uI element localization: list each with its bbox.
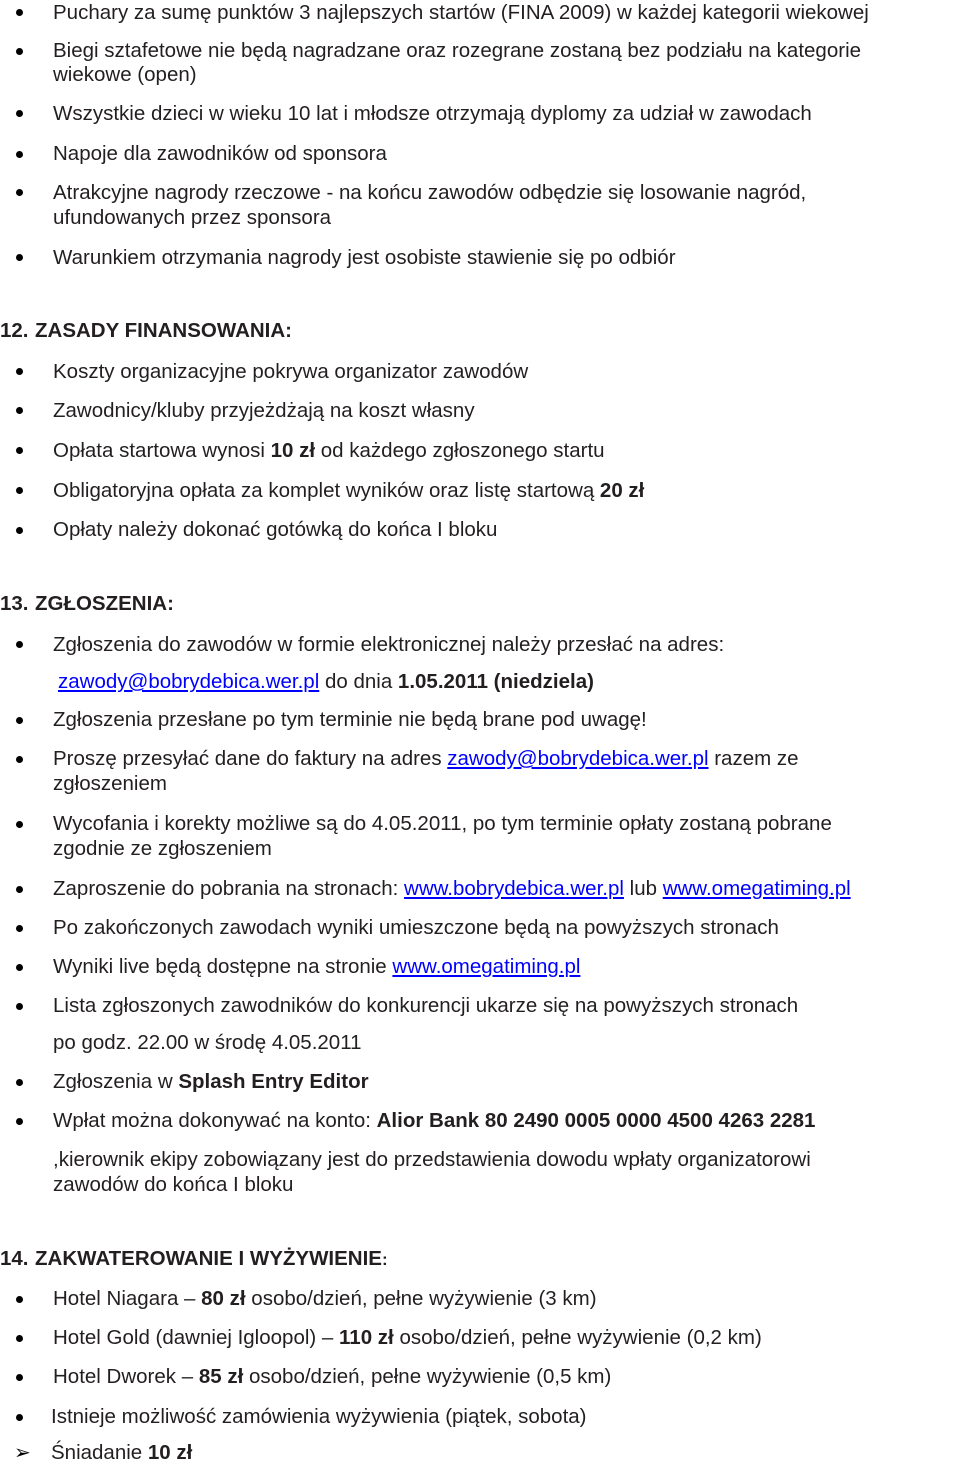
arrow-bullet-icon: ➢ xyxy=(14,1442,31,1464)
section-number: 14. xyxy=(0,1247,29,1270)
bullet xyxy=(16,641,23,648)
list-item xyxy=(53,438,605,464)
list-item: Wszystkie dzieci w wieku 10 lat i młodsze otrzymają dyplomy za udział w zawodach xyxy=(53,102,812,125)
text: Obligatoryjna opłata za komplet wyników oraz listę startową xyxy=(53,479,600,502)
bullet xyxy=(16,1414,23,1421)
list-item: Puchary za sumę punktów 3 najlepszych startów (FINA 2009) w każdej kategorii wiekowej xyxy=(53,1,869,24)
price: 80 zł xyxy=(201,1287,246,1310)
site-link-omegatiming[interactable]: www.omegatiming.pl xyxy=(662,877,851,900)
list-item: Istnieje możliwość zamówienia wyżywienia (piątek, sobota) xyxy=(51,1405,587,1428)
list-item-continuation xyxy=(58,669,594,695)
list-item: Warunkiem otrzymania nagrody jest osobiste stawienie się po odbiór xyxy=(53,246,676,269)
section-title: ZAKWATEROWANIE I WYŻYWIENIE xyxy=(35,1247,382,1270)
list-item xyxy=(51,1440,192,1466)
price: 10 zł xyxy=(147,1441,193,1464)
list-item xyxy=(53,1069,369,1095)
bullet xyxy=(16,886,23,893)
text: Zaproszenie do pobrania na stronach: xyxy=(53,877,405,900)
bullet xyxy=(16,254,23,261)
bank-account: Alior Bank 80 2490 0005 0000 4500 4263 2281 xyxy=(376,1109,816,1132)
list-item xyxy=(53,746,799,772)
list-item: Zgłoszenia przesłane po tym terminie nie będą brane pod uwagę! xyxy=(53,708,647,731)
software-name: Splash Entry Editor xyxy=(178,1070,369,1093)
text: Hotel Gold (dawniej Igloopol) – xyxy=(53,1326,340,1349)
bullet xyxy=(16,151,23,158)
text: osobo/dzień, pełne wyżywienie (0,5 km) xyxy=(243,1365,612,1388)
list-item-continuation: zawodów do końca I bloku xyxy=(53,1173,294,1196)
price: 110 zł xyxy=(339,1326,394,1349)
text: osobo/dzień, pełne wyżywienie (0,2 km) xyxy=(393,1326,762,1349)
text: Wyniki live będą dostępne na stronie xyxy=(53,955,393,978)
list-item xyxy=(53,1364,611,1390)
list-item: Lista zgłoszonych zawodników do konkurencji ukarze się na powyższych stronach xyxy=(53,994,799,1017)
price: 85 zł xyxy=(198,1365,244,1388)
list-item: Napoje dla zawodników od sponsora xyxy=(53,142,387,165)
bullet xyxy=(16,487,23,494)
section-title: ZGŁOSZENIA: xyxy=(35,592,174,615)
bullet xyxy=(16,527,23,534)
text: razem ze xyxy=(708,747,799,770)
bullet xyxy=(16,48,23,55)
list-item: Zawodnicy/kluby przyjeżdżają na koszt własny xyxy=(53,399,475,422)
text: do dnia xyxy=(319,670,398,693)
list-item xyxy=(53,1108,815,1134)
section-heading-13 xyxy=(0,591,174,617)
list-item xyxy=(53,1286,597,1312)
text: Opłata startowa wynosi xyxy=(53,439,271,462)
bullet xyxy=(16,821,23,828)
bullet xyxy=(16,1079,23,1086)
text: lub xyxy=(623,877,663,900)
section-number: 13. xyxy=(0,592,29,615)
deadline-date: 1.05.2011 (niedziela) xyxy=(397,670,594,693)
list-item-continuation: ,kierownik ekipy zobowiązany jest do przedstawienia dowodu wpłaty organizatorowi xyxy=(53,1148,811,1171)
text: osobo/dzień, pełne wyżywienie (3 km) xyxy=(245,1287,597,1310)
text: Proszę przesyłać dane do faktury na adres xyxy=(53,747,448,770)
list-item xyxy=(53,876,851,902)
text: od każdego zgłoszonego startu xyxy=(315,439,605,462)
bullet xyxy=(16,189,23,196)
bullet xyxy=(16,1296,23,1303)
fee-amount: 20 zł xyxy=(599,479,645,502)
text: Hotel Dworek – xyxy=(53,1365,199,1388)
fee-amount: 10 zł xyxy=(270,439,316,462)
list-item: Wycofania i korekty możliwe są do 4.05.2011, po tym terminie opłaty zostaną pobrane xyxy=(53,812,832,835)
bullet xyxy=(16,1003,23,1010)
list-item: Biegi sztafetowe nie będą nagradzane oraz rozegrane zostaną bez podziału na kategorie xyxy=(53,39,862,62)
bullet xyxy=(16,368,23,375)
list-item: Atrakcyjne nagrody rzeczowe - na końcu zawodów odbędzie się losowanie nagród, xyxy=(53,181,807,204)
text: Śniadanie xyxy=(51,1441,148,1464)
list-item: Po zakończonych zawodach wyniki umieszczone będą na powyższych stronach xyxy=(53,916,779,939)
section-number: 12. xyxy=(0,319,29,342)
section-heading-14 xyxy=(0,1246,388,1273)
list-item: Zgłoszenia do zawodów w formie elektronicznej należy przesłać na adres: xyxy=(53,633,725,656)
section-title-colon: : xyxy=(381,1250,388,1269)
list-item xyxy=(53,1325,762,1351)
email-link[interactable]: zawody@bobrydebica.wer.pl xyxy=(58,670,320,693)
list-item: Koszty organizacyjne pokrywa organizator zawodów xyxy=(53,360,529,383)
bullet xyxy=(16,1118,23,1125)
bullet xyxy=(16,447,23,454)
bullet xyxy=(16,925,23,932)
site-link-omegatiming[interactable]: www.omegatiming.pl xyxy=(392,955,581,978)
site-link-bobrydebica[interactable]: www.bobrydebica.wer.pl xyxy=(404,877,624,900)
text: Wpłat można dokonywać na konto: xyxy=(53,1109,377,1132)
bullet xyxy=(16,1374,23,1381)
bullet xyxy=(16,717,23,724)
bullet xyxy=(16,964,23,971)
list-item-continuation: zgodnie ze zgłoszeniem xyxy=(53,837,272,860)
list-item xyxy=(53,954,580,980)
section-title: ZASADY FINANSOWANIA: xyxy=(35,319,293,342)
list-item-continuation: wiekowe (open) xyxy=(53,63,197,86)
list-item-continuation: po godz. 22.00 w środę 4.05.2011 xyxy=(53,1031,362,1054)
list-item-continuation: zgłoszeniem xyxy=(53,772,167,795)
bullet xyxy=(16,9,23,16)
list-item-continuation: ufundowanych przez sponsora xyxy=(53,206,332,229)
email-link[interactable]: zawody@bobrydebica.wer.pl xyxy=(447,747,709,770)
list-item: Opłaty należy dokonać gotówką do końca I bloku xyxy=(53,518,498,541)
text: Hotel Niagara – xyxy=(53,1287,202,1310)
bullet xyxy=(16,110,23,117)
text: Zgłoszenia w xyxy=(53,1070,179,1093)
bullet xyxy=(16,407,23,414)
section-heading-12 xyxy=(0,318,292,344)
bullet xyxy=(16,1335,23,1342)
bullet xyxy=(16,756,23,763)
list-item xyxy=(53,478,644,504)
